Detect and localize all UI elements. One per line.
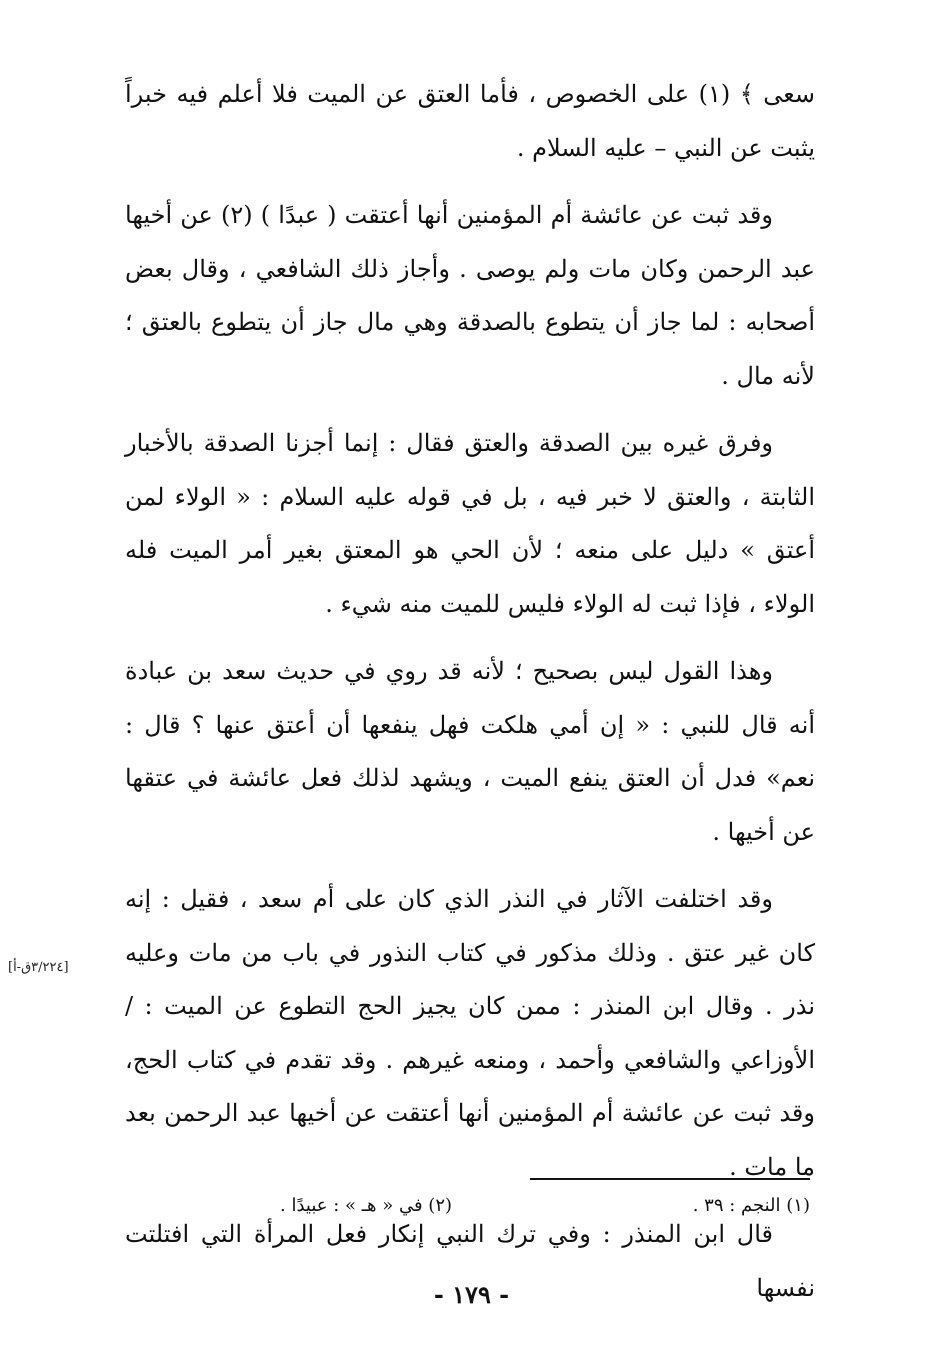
paragraph-1: سعى ﴾ (١) على الخصوص ، فأما العتق عن الميت فلا أعلم فيه خبراً يثبت عن النبي – عليه السلام . (125, 80, 815, 162)
paragraph-2: وقد ثبت عن عائشة أم المؤمنين أنها أعتقت ( عبدًا ) (٢) عن أخيها عبد الرحمن وكان مات ولم يوصى . وأجاز ذلك الشافعي ، وقال بعض أصحابه : لما جاز أن يتطوع بالصدقة وهي مال جاز أن يتطوع بالعتق ؛ لأنه مال . (125, 201, 815, 390)
footnote-1: (١) النجم : ٣٩ . (692, 1195, 810, 1216)
paragraph-3: وفرق غيره بين الصدقة والعتق فقال : إنما أجزنا الصدقة بالأخبار الثابتة ، والعتق لا خبر فيه ، بل في قوله عليه السلام : « الولاء لمن أعتق » دليل على منعه ؛ لأن الحي هو المعتق بغير أمر الميت فله الولاء ، فإذا ثبت له الولاء فليس للميت منه شيء . (125, 429, 815, 618)
paragraph-6: قال ابن المنذر : وفي ترك النبي إنكار فعل المرأة التي افتلتت نفسها (125, 1220, 815, 1302)
paragraph-5: وقد اختلفت الآثار في النذر الذي كان على أم سعد ، فقيل : إنه كان غير عتق . وذلك مذكور في كتاب النذور في باب من مات وعليه نذر . وقال ابن المنذر : ممن كان يجيز الحج التطوع عن الميت : / الأوزاعي والشافعي وأحمد ، ومنعه غيرهم . وقد تقدم في كتاب الحج، وقد ثبت عن عائشة أم المؤمنين أنها أعتقت عن أخيها عبد الرحمن بعد ما مات . (125, 885, 816, 1181)
page-number: - ١٧٩ - (433, 1280, 510, 1309)
paragraph-4: وهذا القول ليس بصحيح ؛ لأنه قد روي في حديث سعد بن عبادة أنه قال للنبي : « إن أمي هلكت فهل ينفعها أن أعتق عنها ؟ قال : نعم» فدل أن العتق ينفع الميت ، ويشهد لذلك فعل عائشة في عتقها عن أخيها . (125, 657, 815, 846)
footnotes (280, 1192, 810, 1220)
footnote-2: (٢) في « هـ » : عبيدًا . (280, 1195, 453, 1216)
manuscript-folio-reference: [٣/٢٢٤ق-أ] (8, 960, 69, 975)
footnote-separator (530, 1178, 810, 1180)
main-text (125, 68, 815, 1329)
